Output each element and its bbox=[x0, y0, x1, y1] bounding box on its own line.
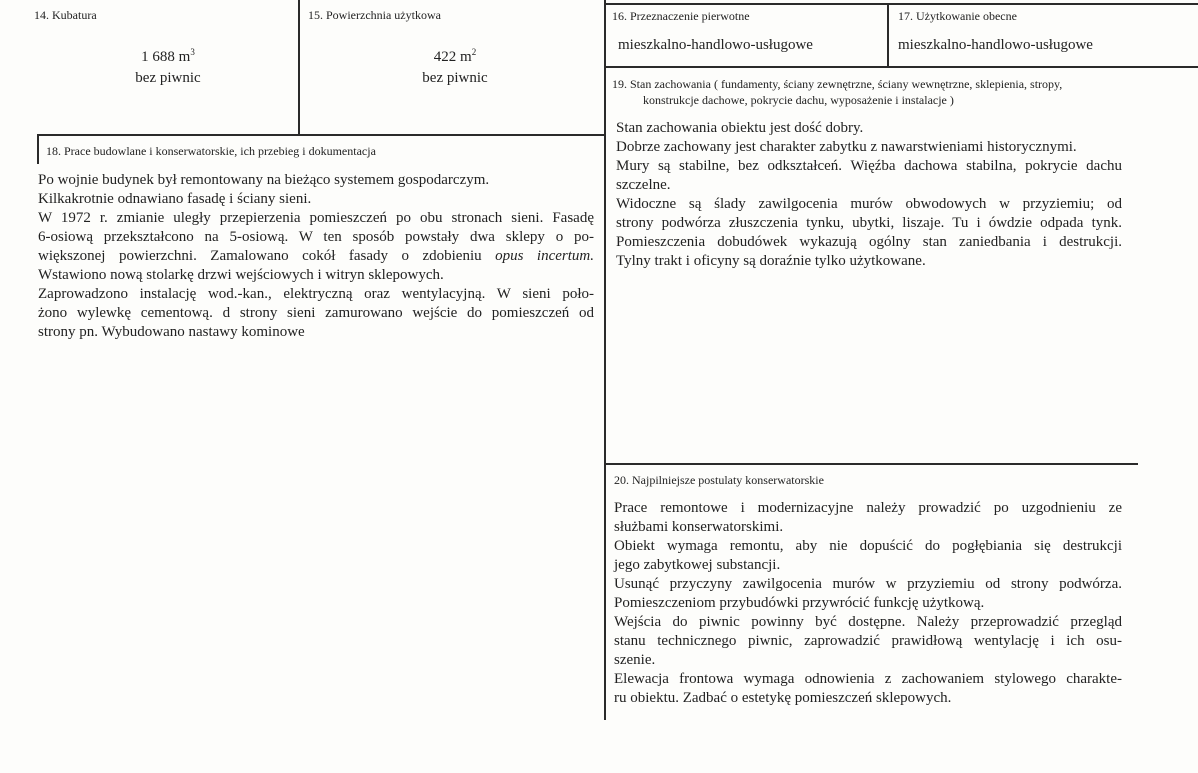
box20-line: Obiekt wymaga remontu, aby nie dopuścić do pogłębiania się destrukcji bbox=[614, 538, 1122, 554]
box19-text bbox=[616, 119, 1122, 271]
box20-line: Elewacja frontowa wymaga odnowienia z zachowaniem stylowego charakte- bbox=[614, 671, 1122, 687]
box20-line: jego zabytkowej substancji. bbox=[614, 557, 781, 573]
box18-line: Kilkakrotnie odnawiano fasadę i ściany sieni. bbox=[38, 191, 312, 207]
box16-value: mieszkalno-handlowo-usługowe bbox=[618, 37, 813, 53]
box19-line: szczelne. bbox=[616, 177, 671, 193]
box19-label-line1: 19. Stan zachowania ( fundamenty, ściany zewnętrzne, ściany wewnętrzne, sklepienia, stropy, bbox=[612, 77, 1063, 91]
box20-line: Wejścia do piwnic powinny być dostępne. Należy przeprowadzić przegląd bbox=[614, 614, 1122, 630]
box17-value: mieszkalno-handlowo-usługowe bbox=[898, 37, 1093, 53]
box19-line: Pomieszczenia dobudówek wykazują ogólny stan zaniedbania i destrukcji. bbox=[616, 234, 1122, 250]
box18-line: 6-osiową przekształcono na 5-osiową. W ten sposób powstały dwa sklepy o po- bbox=[38, 229, 594, 245]
box18-line: strony pn. Wybudowano nastawy kominowe bbox=[38, 324, 305, 340]
box19-line: Stan zachowania obiektu jest dość dobry. bbox=[616, 120, 864, 136]
box14-label: 14. Kubatura bbox=[34, 8, 97, 22]
box15-label: 15. Powierzchnia użytkowa bbox=[308, 8, 441, 22]
box20-line: stanu technicznego piwnic, zaprowadzić prawidłową wentylację i ich osu- bbox=[614, 633, 1122, 649]
box18-line: Zaprowadzono instalację wod.-kan., elektryczną oraz wentylacyjną. W sieni poło- bbox=[38, 286, 594, 302]
box20-line: szenie. bbox=[614, 652, 656, 668]
box20-line: ru obiektu. Zadbać o estetykę pomieszczeń sklepowych. bbox=[614, 690, 952, 706]
box18-text bbox=[38, 171, 594, 342]
box17-label: 17. Użytkowanie obecne bbox=[898, 9, 1017, 23]
box18-line: Wstawiono nową stolarkę drzwi wejściowych i witryn sklepowych. bbox=[38, 267, 444, 283]
box20-line: Pomieszczeniom przybudówki przywrócić funkcję użytkową. bbox=[614, 595, 985, 611]
box20-label: 20. Najpilniejsze postulaty konserwatorskie bbox=[614, 473, 824, 487]
box20-line: Usunąć przyczyny zawilgocenia murów w przyziemiu od strony podwórza. bbox=[614, 576, 1122, 592]
box14-note: bez piwnic bbox=[135, 70, 201, 86]
rule-col-c bbox=[887, 4, 889, 68]
rule-20 bbox=[606, 463, 1138, 465]
rule-col-left bbox=[37, 134, 39, 164]
box20-line: Prace remontowe i modernizacyjne należy prowadzić po uzgodnieniu ze bbox=[614, 500, 1122, 516]
box19-line: Mury są stabilne, bez odkształceń. Więźba dachowa stabilna, pokrycie dachu bbox=[616, 158, 1122, 174]
box19-line: Dobrze zachowany jest charakter zabytku z nawarstwieniami historycznymi. bbox=[616, 139, 1077, 155]
box14-value: 1 688 $m^3$ bbox=[141, 47, 195, 65]
box15-value: 422 $m^2$ bbox=[433, 47, 477, 65]
box20-line: służbami konserwatorskimi. bbox=[614, 519, 784, 535]
box18-line: W 1972 r. zmianie uległy przepierzenia pomieszczeń po obu stronach sieni. Fasadę bbox=[38, 210, 594, 226]
box15-note: bez piwnic bbox=[422, 70, 488, 86]
box18-line: Po wojnie budynek był remontowany na bieżąco systemem gospodarczym. bbox=[38, 172, 490, 188]
box19-line: strony podwórza złuszczenia tynku, ubytki, liszaje. Tu i ówdzie odpada tynk. bbox=[616, 215, 1122, 231]
box16-label: 16. Przeznaczenie pierwotne bbox=[612, 9, 750, 23]
box19-label-line2: konstrukcje dachowe, pokrycie dachu, wyposażenie i instalacje ) bbox=[643, 93, 954, 107]
rule-col-a bbox=[298, 0, 300, 136]
box19-line: Tylny trakt i oficyny są doraźnie tylko użytkowane. bbox=[616, 253, 926, 269]
rule-18 bbox=[38, 134, 606, 136]
rule-col-b bbox=[604, 0, 606, 720]
box18-line: żono wylewkę cementową. d strony sieni zamurowano wejście do pomieszczeń od bbox=[38, 305, 594, 321]
box19-line: Widoczne są ślady zawilgocenia murów obwodowych w przyziemiu; od bbox=[616, 196, 1122, 212]
box18-label: 18. Prace budowlane i konserwatorskie, ich przebieg i dokumentacja bbox=[46, 144, 376, 158]
rule-16-17 bbox=[606, 66, 1198, 68]
box20-text bbox=[614, 499, 1122, 708]
rule-top-right bbox=[606, 3, 1198, 5]
box18-line-mixed: większonej powierzchni. Zamalowano cokół fasady o zdobieniu opus incertum. bbox=[38, 248, 595, 264]
